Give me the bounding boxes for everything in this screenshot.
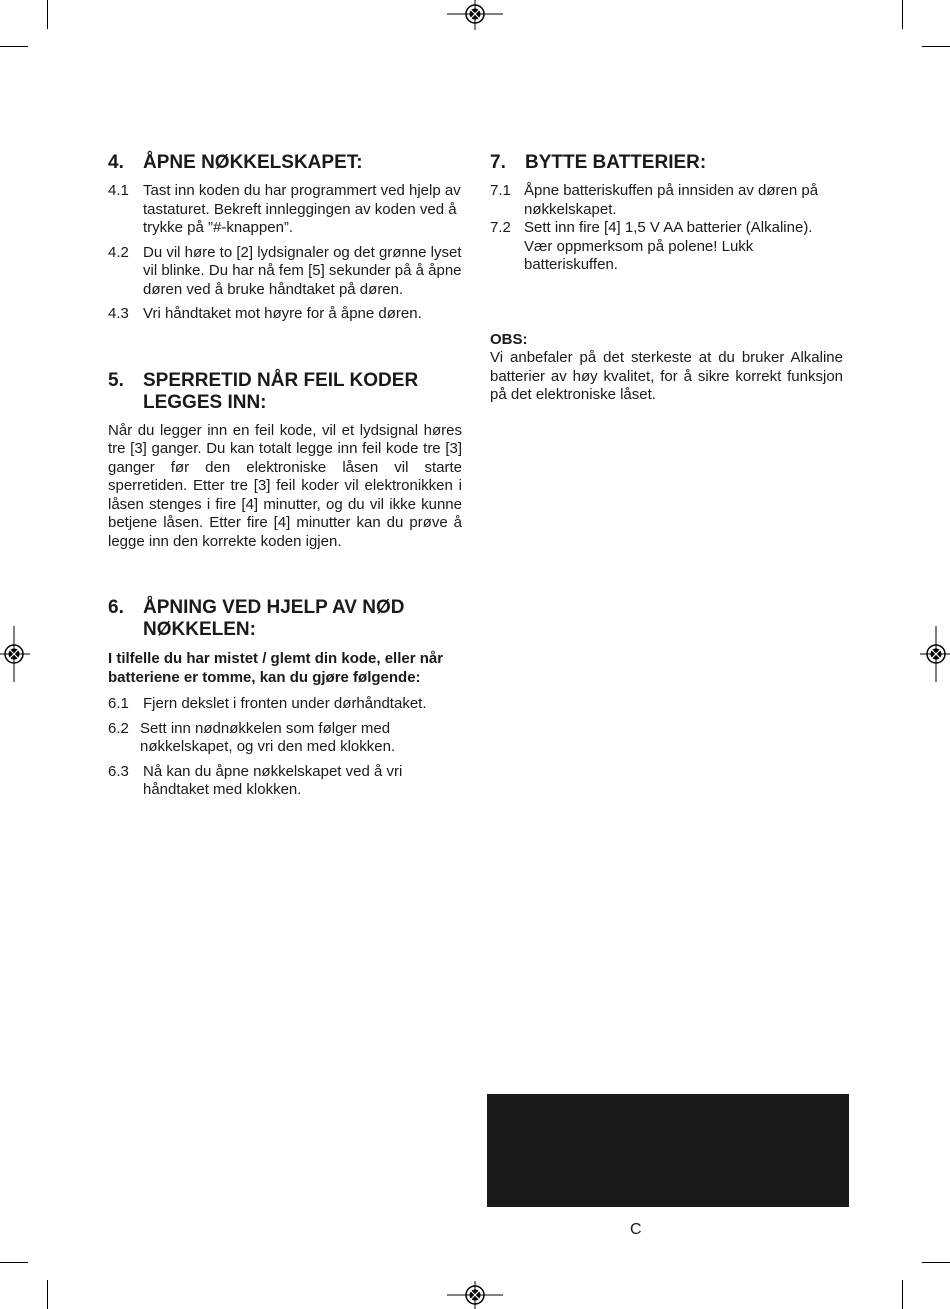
section-number: 7. xyxy=(490,152,506,173)
section-intro: I tilfelle du har mistet / glemt din kode, eller når batteriene er tomme, kan du gjøre følgende: xyxy=(108,650,444,686)
crop-mark xyxy=(0,1262,28,1263)
obs-note xyxy=(490,331,843,405)
item-text: Sett inn nødnøkkelen som følger med nøkkelskapet, og vri den med klokken. xyxy=(140,719,396,755)
section-number: 4. xyxy=(108,152,124,173)
item-number: 4.3 xyxy=(108,305,129,322)
section-heading xyxy=(108,152,462,174)
list-item xyxy=(108,305,462,324)
section-number: 5. xyxy=(108,369,124,391)
section-heading xyxy=(108,597,462,641)
list-item xyxy=(490,182,843,219)
instruction-list xyxy=(108,182,462,324)
item-text: Vri håndtaket mot høyre for å åpne døren. xyxy=(143,305,422,322)
section-heading xyxy=(490,152,843,174)
item-text: Fjern dekslet i fronten under dørhåndtaket. xyxy=(143,695,427,712)
section-title: ÅPNING VED HJELP AV NØD NØKKELEN: xyxy=(143,597,405,640)
section-heading xyxy=(108,370,462,414)
section-6 xyxy=(108,597,462,800)
crop-mark xyxy=(47,1280,48,1309)
left-column xyxy=(108,152,462,806)
crop-mark xyxy=(922,1262,950,1263)
section-body: Når du legger inn en feil kode, vil et lydsignal høres tre [3] ganger. Du kan totalt legge inn feil kode tre [3] ganger før den elektroniske låsen vil starte sperretiden. Etter tre [3] feil koder vil elektronikken i låsen stenges i fire [4] minutter, og du vil ikke kunne betjene låsen. Etter fire [4] minutter kan du prøve å legge inn den korrekte koden igjen. xyxy=(108,421,462,550)
item-number: 6.3 xyxy=(108,762,129,780)
section-title: SPERRETID NÅR FEIL KODER LEGGES INN: xyxy=(143,369,419,413)
black-panel xyxy=(487,1094,849,1207)
crop-mark xyxy=(902,1280,903,1309)
list-item xyxy=(108,182,462,238)
page-letter: C xyxy=(630,1221,642,1238)
right-column xyxy=(490,152,843,405)
item-text: Tast inn koden du har programmert ved hjelp av tastaturet. Bekreft innleggingen av koden ved å trykke på ”#-knappen”. xyxy=(143,182,461,236)
crop-mark xyxy=(922,46,950,47)
item-number: 4.2 xyxy=(108,243,129,261)
item-text: Nå kan du åpne nøkkelskapet ved å vri håndtaket med klokken. xyxy=(143,762,403,798)
list-item xyxy=(490,219,843,275)
section-title: BYTTE BATTERIER: xyxy=(525,152,707,173)
crop-mark xyxy=(902,0,903,29)
item-text: Sett inn fire [4] 1,5 V AA batterier (Alkaline). Vær oppmerksom på polene! Lukk batteriskuffen. xyxy=(524,219,813,273)
section-5 xyxy=(108,370,462,552)
list-item xyxy=(108,763,462,800)
list-item xyxy=(108,244,462,300)
registration-mark-icon xyxy=(447,1281,503,1309)
section-title: ÅPNE NØKKELSKAPET: xyxy=(143,152,363,173)
obs-body: Vi anbefaler på det sterkeste at du bruker Alkaline batterier av høy kvalitet, for å sikre korrekt funksjon på det elektroniske låset. xyxy=(490,349,843,403)
obs-label: OBS: xyxy=(490,330,528,348)
crop-mark xyxy=(0,46,28,47)
registration-mark-icon xyxy=(0,626,30,682)
item-text: Du vil høre to [2] lydsignaler og det grønne lyset vil blinke. Du har nå fem [5] sekunder på å åpne døren ved å bruke håndtaket på døren. xyxy=(143,243,462,298)
section-7 xyxy=(490,152,843,275)
item-number: 6.2 xyxy=(108,719,129,737)
section-4 xyxy=(108,152,462,324)
item-number: 7.1 xyxy=(490,182,511,199)
instruction-list xyxy=(490,182,843,275)
item-text: Åpne batteriskuffen på innsiden av døren på nøkkelskapet. xyxy=(524,182,819,218)
item-number: 7.2 xyxy=(490,219,511,236)
section-number: 6. xyxy=(108,597,124,618)
crop-mark xyxy=(47,0,48,29)
item-number: 6.1 xyxy=(108,695,129,712)
list-item xyxy=(108,695,462,714)
item-number: 4.1 xyxy=(108,182,129,199)
registration-mark-icon xyxy=(920,626,950,682)
instruction-list xyxy=(108,695,462,800)
list-item xyxy=(108,720,462,757)
registration-mark-icon xyxy=(447,0,503,30)
